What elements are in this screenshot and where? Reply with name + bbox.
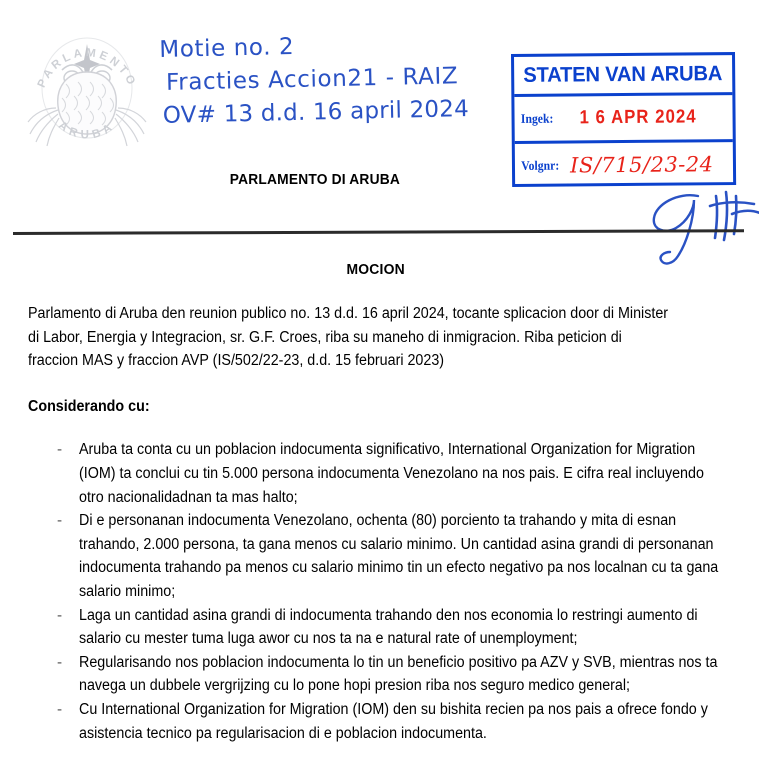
clause-marker: - <box>57 700 63 718</box>
clause-text: Laga un cantidad asina grandi di indocumenta trahando den nos economia lo restringi aumento di salario cu mester tuma luga awor cu nos ta na e natural rate of unemployment; <box>79 606 698 648</box>
clause-text: Aruba ta conta cu un poblacion indocumenta significativo, International Organization for Migration (IOM) ta conclui cu tin 5.000 persona indocumenta Venezolano na nos pais. E cifra real incluyendo otro nacionalidadnan ta mas halto; <box>79 441 704 506</box>
stamp-date-row <box>514 95 732 144</box>
clause-list <box>28 438 728 745</box>
clause-text: Regularisando nos poblacion indocumenta lo tin un beneficio positivo pa AZV y SVB, mientras nos ta navega un dubbele vergrijzing cu lo pone hopi presion riba nos seguro medico general; <box>79 653 718 695</box>
handwritten-line-2: Fracties Accion21 - RAIZ <box>165 63 459 96</box>
signature-secondary <box>706 188 759 250</box>
considering-heading: Considerando cu: <box>28 397 150 415</box>
parlamento-aruba-logo <box>26 22 148 152</box>
stamp-title: STATEN VAN ARUBA <box>523 61 723 87</box>
clause-marker: - <box>57 512 63 530</box>
clause-item <box>28 698 728 745</box>
page-title: MOCION <box>346 262 405 278</box>
stamp-sequence-value: IS/715/23-24 <box>570 151 714 177</box>
stamp-received-label: Ingek: <box>520 110 554 126</box>
clause-marker: - <box>57 606 63 624</box>
handwritten-annotation <box>159 27 491 133</box>
clause-item <box>28 651 728 698</box>
clause-text: Di e personanan indocumenta Venezolano, ochenta (80) porciento ta trahando y mita di esnan trahando, 2.000 persona, ta gana menos cu salario minimo. Un cantidad asina grandi di personanan indocumenta trahando pa menos cu salario minimo tin un efecto negativo pa nos localnan cu ta gana salario minimo; <box>79 512 719 600</box>
logo-top-arc-text: PARLAMENTO <box>35 46 139 90</box>
intro-paragraph: Parlamento di Aruba den reunion publico no. 13 d.d. 16 april 2024, tocante splicacion door di Minister di Labor, Energia y Integracion, sr. G.F. Croes, riba su maneho di inmigracion. Riba peticion di fraccion MAS y fraccion AVP (IS/502/22-23, d.d. 15 februari 2023) <box>28 305 669 370</box>
clause-marker: - <box>57 441 63 459</box>
reception-stamp <box>511 52 736 187</box>
organization-name: PARLAMENTO DI ARUBA <box>229 172 400 188</box>
handwritten-line-3: OV# 13 d.d. 16 april 2024 <box>162 95 470 129</box>
clause-marker: - <box>57 653 63 671</box>
stamp-sequence-label: Volgnr: <box>521 157 560 173</box>
stamp-received-date: 1 6 APR 2024 <box>579 106 697 129</box>
handwritten-line-1: Motie no. 2 <box>159 33 295 63</box>
document-body <box>28 302 728 745</box>
clause-text: Cu International Organization for Migration (IOM) den su bishita recien pa nos pais a ofrece fondo y asistencia tecnico pa regularisacion di e poblacion indocumenta. <box>79 700 708 742</box>
header-divider <box>13 229 744 235</box>
clause-item <box>28 604 728 651</box>
stamp-title-row <box>514 55 732 97</box>
clause-item <box>28 438 728 509</box>
clause-item <box>28 509 728 603</box>
logo-bottom-arc-text: ARUBA <box>56 119 118 142</box>
